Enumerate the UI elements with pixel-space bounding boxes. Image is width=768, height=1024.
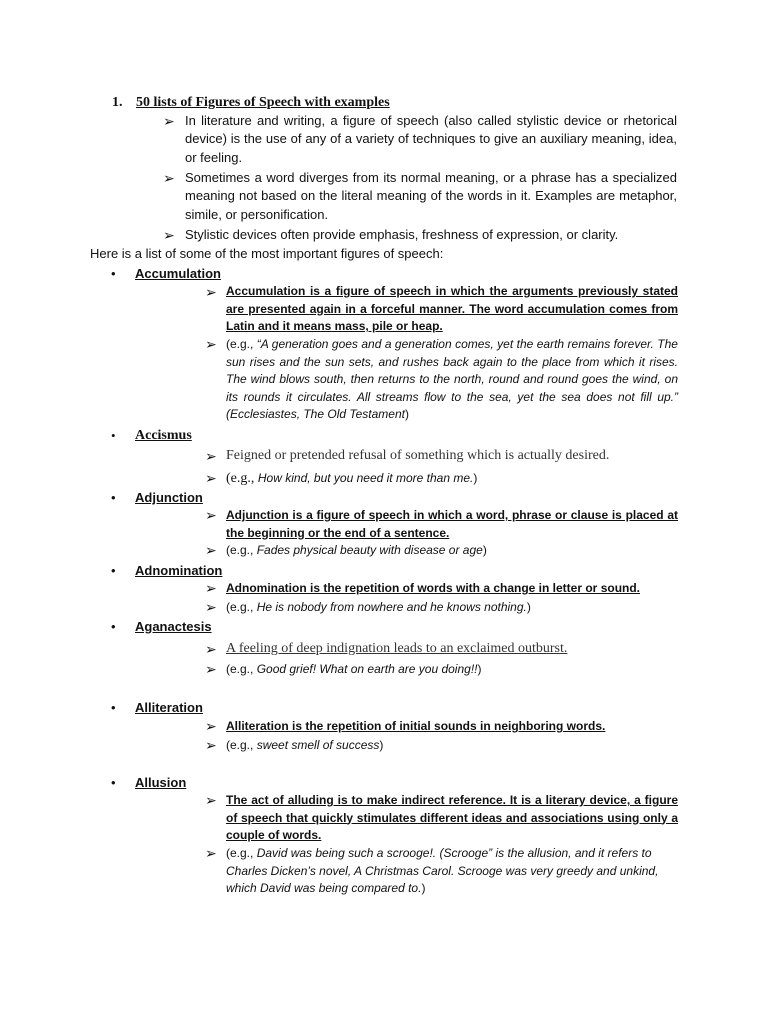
term-definition: The act of alluding is to make indirect reference. It is a literary device, a figure of speech that quickly stimulates different ideas and associations using only a couple of words. [226,793,678,842]
term-example: (e.g., “A generation goes and a generation comes, yet the earth remains forever. The sun rises and the sun sets, and rushes back again to the place from which it rises. The wind blows south, then returns to the north, round and round goes the wind, on its rounds it circulates. All streams flow to the sea, yet the sea does not fill up.” (Ecclesiastes, The Old Testament) [226,337,678,421]
document-title: 50 lists of Figures of Speech with examples [136,95,390,110]
term-example: (e.g., Fades physical beauty with disease or age) [226,543,487,557]
intro-point: Stylistic devices often provide emphasis, freshness of expression, or clarity. [185,227,619,242]
arrow-icon: ➢ [163,113,175,129]
arrow-icon: ➢ [205,284,217,300]
arrow-icon: ➢ [205,661,217,677]
term-name: Accumulation [135,266,221,281]
term-name: Alliteration [135,700,203,715]
term-example: (e.g., sweet smell of success) [226,738,384,752]
bullet-icon: • [111,563,116,578]
arrow-icon: ➢ [163,227,175,243]
term-example: (e.g., How kind, but you need it more than me.) [226,471,478,486]
bullet-icon: • [111,775,116,790]
term-name: Adnomination [135,563,223,578]
arrow-icon: ➢ [205,845,217,861]
bullet-icon: • [111,428,116,443]
term-name: Accismus [135,428,192,443]
bullet-icon: • [111,490,116,505]
arrow-icon: ➢ [205,580,217,596]
term-definition: Adjunction is a figure of speech in which a word, phrase or clause is placed at the beginning or the end of a sentence. [226,508,678,540]
term-example: (e.g., David was being such a scrooge!. (Scrooge” is the allusion, and it refers to Charles Dicken’s novel, A Christmas Carol. Scrooge was very greedy and unkind, which David was being compared to.) [226,846,659,895]
arrow-icon: ➢ [205,507,217,523]
arrow-icon: ➢ [205,448,217,464]
term-name: Allusion [135,775,187,790]
intro-point: Sometimes a word diverges from its normal meaning, or a phrase has a specialized meaning not based on the literal meaning of the words in it. Examples are metaphor, simile, or personification. [185,170,677,222]
bullet-icon: • [111,619,116,634]
term-definition: Feigned or pretended refusal of something which is actually desired. [226,448,610,463]
arrow-icon: ➢ [205,470,217,486]
term-definition: Accumulation is a figure of speech in which the arguments previously stated are presented again in a forceful manner. The word accumulation comes from Latin and it means mass, pile or heap. [226,284,678,333]
bullet-icon: • [111,266,116,281]
list-intro: Here is a list of some of the most important figures of speech: [90,246,444,261]
term-example: (e.g., Good grief! What on earth are you doing!!) [226,662,482,676]
term-name: Adjunction [135,490,203,505]
term-definition: A feeling of deep indignation leads to an exclaimed outburst. [226,641,568,656]
term-definition: Adnomination is the repetition of words with a change in letter or sound. [226,581,641,595]
intro-point: In literature and writing, a figure of speech (also called stylistic device or rhetorical device) is the use of any of a variety of techniques to give an auxiliary meaning, idea, or feeling. [185,113,677,165]
arrow-icon: ➢ [205,792,217,808]
arrow-icon: ➢ [205,542,217,558]
arrow-icon: ➢ [205,336,217,352]
arrow-icon: ➢ [205,737,217,753]
bullet-icon: • [111,700,116,715]
term-definition: Alliteration is the repetition of initial sounds in neighboring words. [226,719,606,733]
term-example: (e.g., He is nobody from nowhere and he knows nothing.) [226,600,531,614]
arrow-icon: ➢ [205,641,217,657]
term-name: Aganactesis [135,619,212,634]
arrow-icon: ➢ [205,599,217,615]
arrow-icon: ➢ [163,170,175,186]
heading-number: 1. [112,95,123,110]
arrow-icon: ➢ [205,718,217,734]
